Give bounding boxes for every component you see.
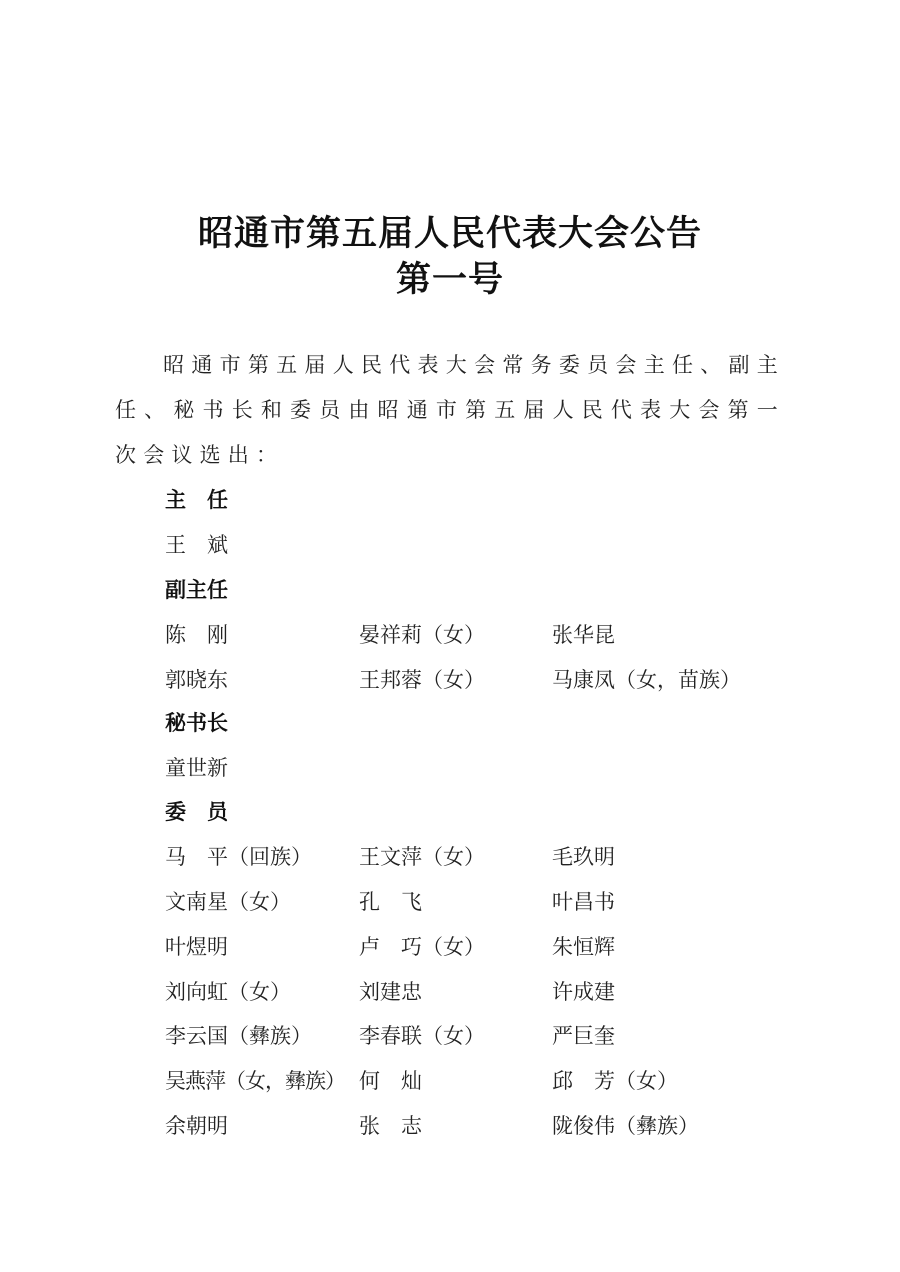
member-name: 毛玖明 (552, 845, 615, 869)
member-name: 余朝明 (165, 1114, 228, 1138)
section-heading-secretary-general: 秘书长 (165, 711, 228, 735)
member-name: 陈 刚 (165, 623, 228, 647)
member-name: 许成建 (552, 980, 615, 1004)
member-name: 吴燕萍（女，彝族） (165, 1069, 345, 1093)
section-heading-deputy-directors: 副主任 (165, 578, 228, 602)
member-name: 童世新 (165, 756, 228, 780)
member-name: 何 灿 (359, 1069, 422, 1093)
member-name: 马康凤（女，苗族） (552, 668, 741, 692)
member-name: 王文萍（女） (359, 845, 485, 869)
member-name: 孔 飞 (359, 890, 422, 914)
document-number: 第一号 (395, 259, 504, 300)
member-name: 郭晓东 (165, 668, 228, 692)
member-name: 卢 巧（女） (359, 935, 485, 959)
member-name: 陇俊伟（彝族） (552, 1114, 699, 1138)
member-name: 邱 芳（女） (552, 1069, 678, 1093)
member-name: 李云国（彝族） (165, 1024, 312, 1048)
section-heading-director: 主 任 (165, 488, 228, 512)
member-name: 叶昌书 (552, 890, 615, 914)
member-name: 刘建忠 (359, 980, 422, 1004)
intro-paragraph (115, 343, 785, 478)
intro-text: 昭通市第五届人民代表大会常务委员会主任、副主任、秘书长和委员由昭通市第五届人民代表大会第一次会议选出： (115, 353, 785, 467)
member-name: 晏祥莉（女） (359, 623, 485, 647)
member-name: 王 斌 (165, 533, 228, 557)
member-name: 叶煜明 (165, 935, 228, 959)
member-name: 文南星（女） (165, 890, 291, 914)
member-name: 马 平（回族） (165, 845, 312, 869)
member-name: 严巨奎 (552, 1024, 615, 1048)
member-name: 张华昆 (552, 623, 615, 647)
member-name: 刘向虹（女） (165, 980, 291, 1004)
section-heading-members: 委 员 (165, 800, 228, 824)
member-name: 李春联（女） (359, 1024, 485, 1048)
member-name: 王邦蓉（女） (359, 668, 485, 692)
member-name: 朱恒辉 (552, 935, 615, 959)
member-name: 张 志 (359, 1114, 422, 1138)
document-title: 昭通市第五届人民代表大会公告 (197, 213, 702, 254)
